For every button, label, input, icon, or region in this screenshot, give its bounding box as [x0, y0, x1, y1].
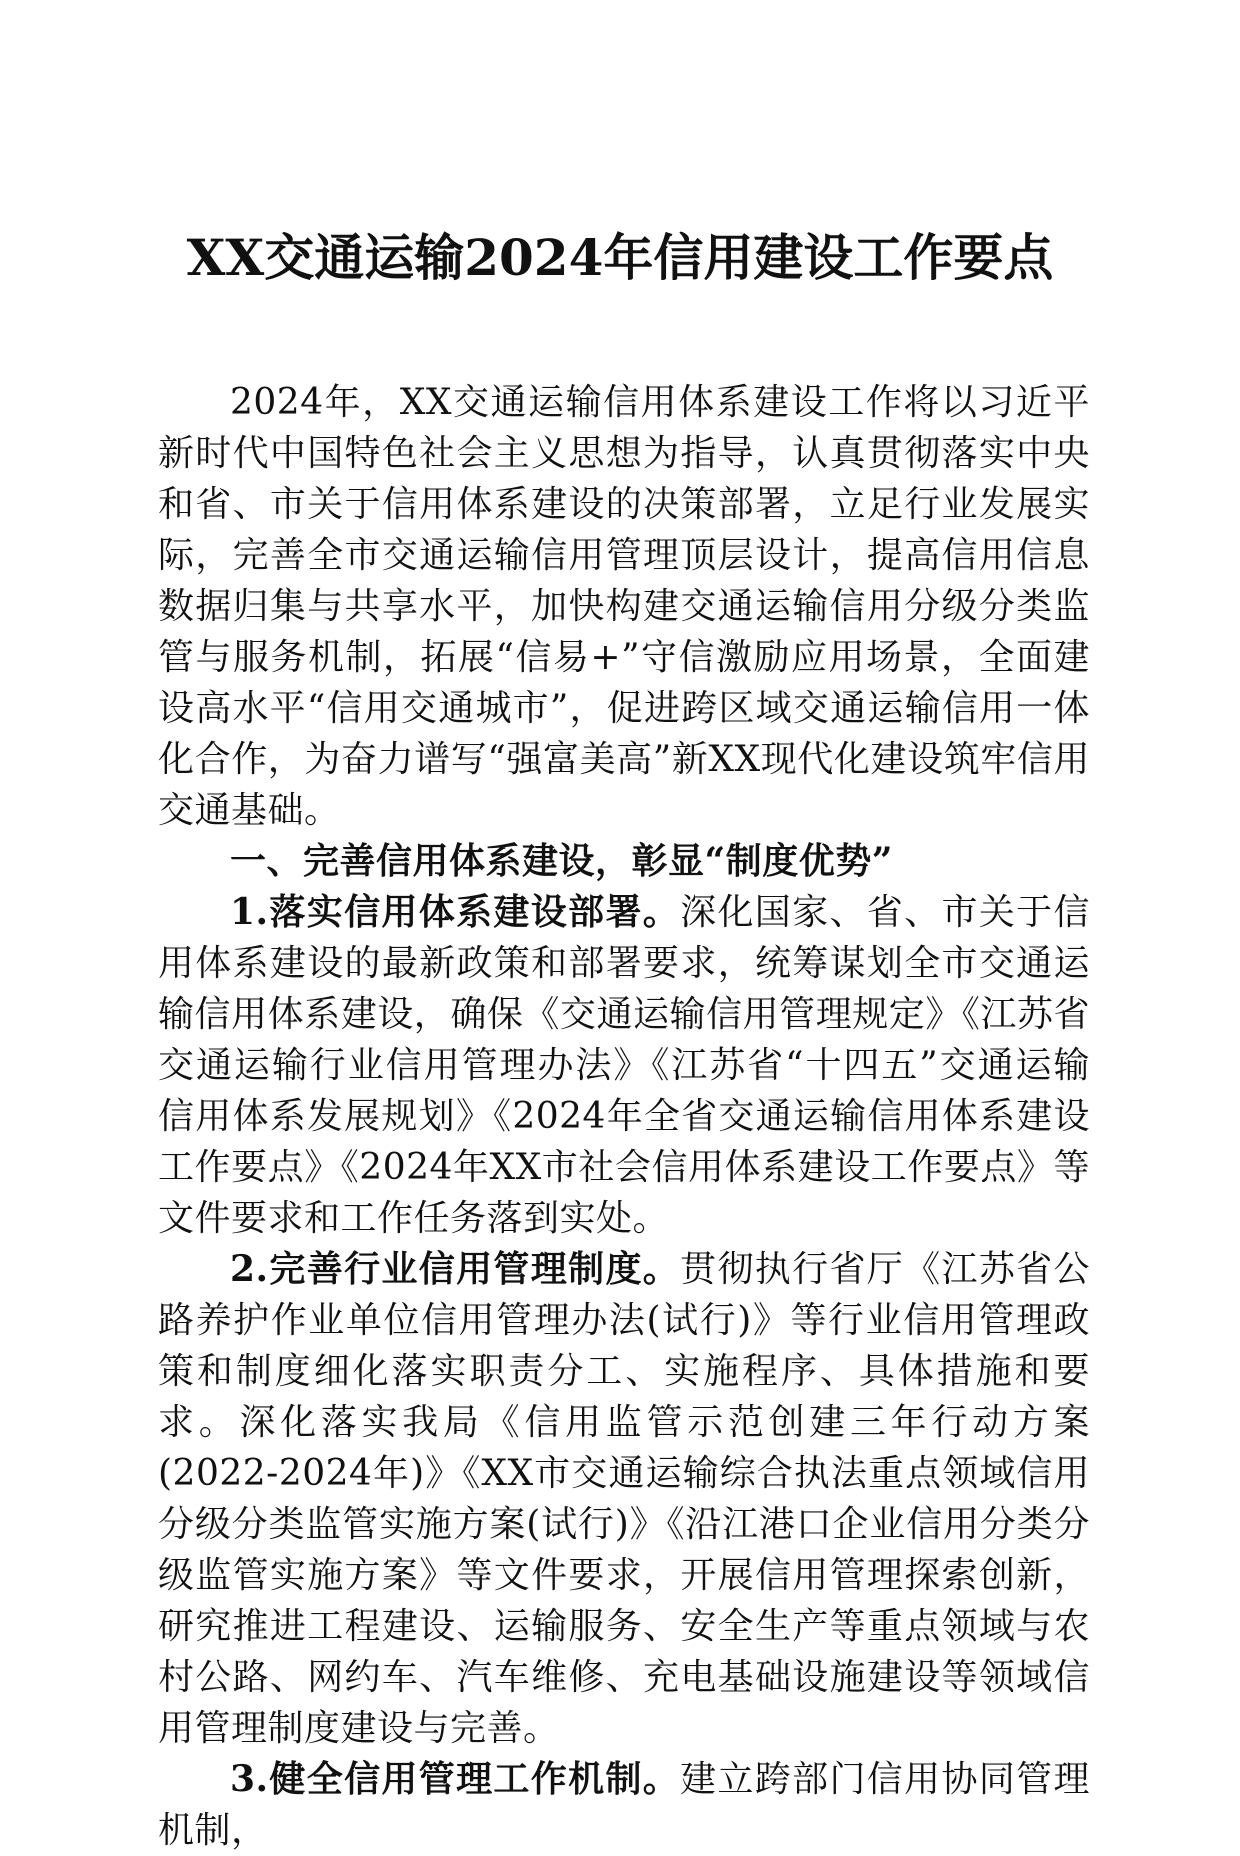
item-paragraph-1: [158, 887, 1090, 1244]
item-lead-1: 1.落实信用体系建设部署。: [230, 891, 681, 933]
item-text-3: 建立跨部门信用协同管理机制，: [158, 1759, 1090, 1851]
document-body: [158, 377, 1090, 1856]
item-text-1: 深化国家、省、市关于信用体系建设的最新政策和部署要求，统筹谋划全市交通运输信用体系建设，确保《交通运输信用管理规定》《江苏省交通运输行业信用管理办法》《江苏省“十四五”交通运输信用体系发展规划》《2024年全省交通运输信用体系建设工作要点》《2024年XX市社会信用体系建设工作要点》等文件要求和工作任务落到实处。: [158, 892, 1090, 1239]
item-lead-3: 3.健全信用管理工作机制。: [230, 1758, 681, 1800]
intro-paragraph: 2024年，XX交通运输信用体系建设工作将以习近平新时代中国特色社会主义思想为指导，认真贯彻落实中央和省、市关于信用体系建设的决策部署，立足行业发展实际，完善全市交通运输信用管理顶层设计，提高信用信息数据归集与共享水平，加快构建交通运输信用分级分类监管与服务机制，拓展“信易+”守信激励应用场景，全面建设高水平“信用交通城市”，促进跨区域交通运输信用一体化合作，为奋力谱写“强富美高”新XX现代化建设筑牢信用交通基础。: [158, 382, 1090, 831]
item-paragraph-3: [158, 1754, 1090, 1856]
item-lead-2: 2.完善行业信用管理制度。: [230, 1248, 681, 1290]
item-paragraph-2: [158, 1244, 1090, 1754]
item-text-2: 贯彻执行省厅《江苏省公路养护作业单位信用管理办法(试行)》等行业信用管理政策和制度细化落实职责分工、实施程序、具体措施和要求。深化落实我局《信用监管示范创建三年行动方案(2022-2024年)》《XX市交通运输综合执法重点领域信用分级分类监管实施方案(试行)》《沿江港口企业信用分类分级监管实施方案》等文件要求，开展信用管理探索创新，研究推进工程建设、运输服务、安全生产等重点领域与农村公路、网约车、汽车维修、充电基础设施建设等领域信用管理制度建设与完善。: [158, 1249, 1090, 1749]
section-heading-1: 一、完善信用体系建设，彰显“制度优势”: [230, 840, 893, 882]
document-title: XX交通运输2024年信用建设工作要点: [186, 228, 1054, 287]
